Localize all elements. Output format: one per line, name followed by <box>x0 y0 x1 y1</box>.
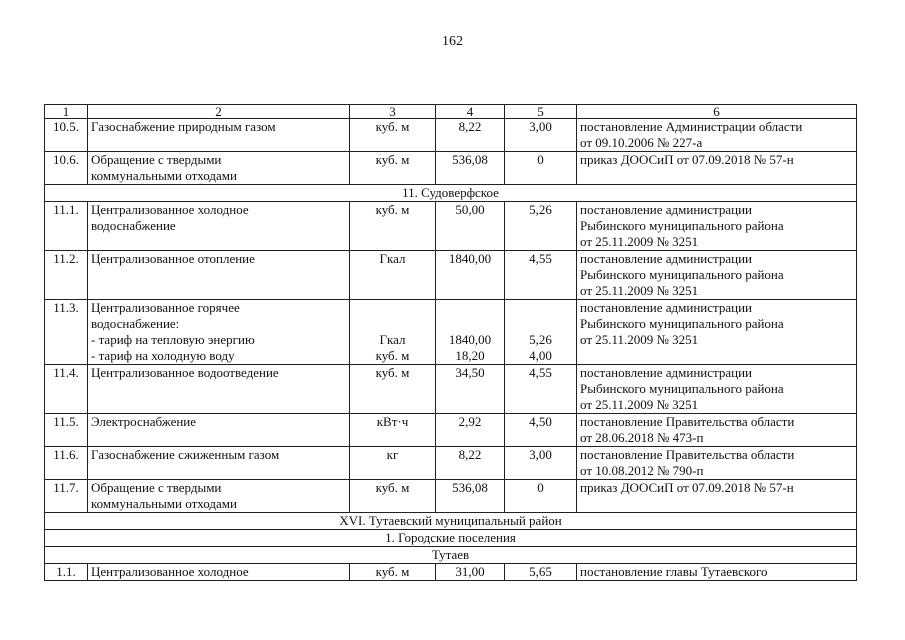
consumption-norm <box>436 564 505 581</box>
service-name-line: Централизованное горячее <box>91 300 240 315</box>
table-row <box>45 300 857 365</box>
tariff-value <box>505 251 577 300</box>
consumption-norm-line: 1840,00 <box>448 332 492 347</box>
unit-of-measure <box>350 564 436 581</box>
tariff-value-line: 5,26 <box>529 332 552 347</box>
legal-basis-line: Рыбинского муниципального района <box>580 381 784 396</box>
consumption-norm-line: 8,22 <box>458 447 482 462</box>
section-row <box>45 185 857 202</box>
legal-basis-line: Рыбинского муниципального района <box>580 218 784 233</box>
tariff-value-line: 4,00 <box>529 348 552 363</box>
consumption-norm <box>436 202 505 251</box>
unit-of-measure-line: Гкал <box>379 251 406 266</box>
service-name <box>88 365 350 414</box>
service-name-line: коммунальными отходами <box>91 168 237 183</box>
table-row <box>45 202 857 251</box>
unit-of-measure <box>350 152 436 185</box>
consumption-norm-line: 31,00 <box>455 564 485 579</box>
legal-basis-line: от 25.11.2009 № 3251 <box>580 397 699 412</box>
column-number: 2 <box>88 105 350 119</box>
unit-of-measure-line: куб. м <box>375 564 410 579</box>
legal-basis-line: от 09.10.2006 № 227-а <box>580 135 703 150</box>
unit-of-measure-line: куб. м <box>375 480 410 495</box>
tariff-value-line: 5,26 <box>529 202 552 217</box>
section-row <box>45 530 857 547</box>
tariff-value <box>505 202 577 251</box>
service-name-line: Централизованное холодное <box>91 564 249 579</box>
unit-of-measure <box>350 119 436 152</box>
tariff-value <box>505 447 577 480</box>
consumption-norm <box>436 365 505 414</box>
consumption-norm-line: 536,08 <box>452 480 488 495</box>
tariff-value <box>505 152 577 185</box>
service-name-line: коммунальными отходами <box>91 496 237 511</box>
service-name-line: водоснабжение <box>91 218 176 233</box>
tariff-table-body <box>45 105 857 581</box>
column-number: 6 <box>577 105 857 119</box>
consumption-norm <box>436 447 505 480</box>
unit-of-measure <box>350 202 436 251</box>
service-name-line: Газоснабжение природным газом <box>91 119 276 134</box>
service-name-line: Централизованное отопление <box>91 251 255 266</box>
service-name <box>88 152 350 185</box>
legal-basis-line: постановление администрации <box>580 202 753 217</box>
consumption-norm-line: 536,08 <box>452 152 488 167</box>
unit-of-measure-line: куб. м <box>375 202 410 217</box>
consumption-norm-line: 50,00 <box>455 202 485 217</box>
legal-basis <box>577 152 857 185</box>
tariff-value-line: 4,50 <box>529 414 552 429</box>
unit-of-measure <box>350 300 436 365</box>
tariff-value-line: 3,00 <box>529 447 552 462</box>
service-name <box>88 564 350 581</box>
legal-basis <box>577 365 857 414</box>
consumption-norm <box>436 152 505 185</box>
tariff-value-line: 4,55 <box>529 251 552 266</box>
consumption-norm-line: 34,50 <box>455 365 485 380</box>
unit-of-measure <box>350 414 436 447</box>
table-row <box>45 152 857 185</box>
unit-of-measure-line: куб. м <box>375 348 410 363</box>
consumption-norm <box>436 300 505 365</box>
item-number: 11.5. <box>45 414 88 447</box>
legal-basis <box>577 447 857 480</box>
item-number: 1.1. <box>45 564 88 581</box>
tariff-value-line <box>508 300 573 316</box>
consumption-norm-line: 1840,00 <box>448 251 492 266</box>
table-row <box>45 480 857 513</box>
item-number: 11.1. <box>45 202 88 251</box>
consumption-norm-line: 18,20 <box>455 348 485 363</box>
service-name-line: Электроснабжение <box>91 414 197 429</box>
service-name-line: - тариф на холодную воду <box>91 348 235 363</box>
legal-basis-line: от 25.11.2009 № 3251 <box>580 332 699 347</box>
legal-basis <box>577 202 857 251</box>
legal-basis-line: постановление главы Тутаевского <box>580 564 768 579</box>
service-name <box>88 447 350 480</box>
item-number: 10.5. <box>45 119 88 152</box>
legal-basis-line: от 25.11.2009 № 3251 <box>580 283 699 298</box>
service-name-line: Централизованное водоотведение <box>91 365 279 380</box>
table-row <box>45 365 857 414</box>
tariff-value-line: 0 <box>537 152 544 167</box>
section-row <box>45 547 857 564</box>
column-number: 5 <box>505 105 577 119</box>
legal-basis-line: Рыбинского муниципального района <box>580 267 784 282</box>
unit-of-measure <box>350 251 436 300</box>
table-row <box>45 414 857 447</box>
unit-of-measure <box>350 365 436 414</box>
column-number: 4 <box>436 105 505 119</box>
legal-basis <box>577 251 857 300</box>
consumption-norm-line: 8,22 <box>458 119 482 134</box>
unit-of-measure <box>350 447 436 480</box>
tariff-value-line: 3,00 <box>529 119 552 134</box>
service-name <box>88 480 350 513</box>
service-name-line: Централизованное холодное <box>91 202 249 217</box>
consumption-norm <box>436 414 505 447</box>
unit-of-measure-line: куб. м <box>375 365 410 380</box>
tariff-value <box>505 365 577 414</box>
service-name <box>88 119 350 152</box>
unit-of-measure-line: куб. м <box>375 119 410 134</box>
tariff-table <box>44 104 857 581</box>
section-title: 11. Судоверфское <box>45 185 857 202</box>
tariff-value-line: 4,55 <box>529 365 552 380</box>
unit-of-measure <box>350 480 436 513</box>
legal-basis-line: постановление администрации <box>580 251 753 266</box>
legal-basis-line: от 28.06.2018 № 473-п <box>580 430 704 445</box>
service-name-line: водоснабжение: <box>91 316 180 331</box>
service-name <box>88 202 350 251</box>
column-number: 1 <box>45 105 88 119</box>
legal-basis-line: постановление администрации <box>580 300 753 315</box>
legal-basis <box>577 300 857 365</box>
table-row <box>45 251 857 300</box>
consumption-norm-line <box>439 300 501 316</box>
service-name <box>88 251 350 300</box>
item-number: 11.4. <box>45 365 88 414</box>
legal-basis-line: приказ ДООСиП от 07.09.2018 № 57-н <box>580 152 794 167</box>
tariff-value-line <box>508 316 573 332</box>
page-number: 162 <box>442 34 463 49</box>
table-row <box>45 119 857 152</box>
table-row <box>45 447 857 480</box>
item-number: 11.6. <box>45 447 88 480</box>
tariff-value <box>505 119 577 152</box>
consumption-norm <box>436 119 505 152</box>
consumption-norm <box>436 480 505 513</box>
service-name <box>88 300 350 365</box>
legal-basis-line: постановление Правительства области <box>580 447 795 462</box>
legal-basis <box>577 480 857 513</box>
unit-of-measure-line: кВт·ч <box>376 414 409 429</box>
tariff-value <box>505 564 577 581</box>
legal-basis-line: от 10.08.2012 № 790-п <box>580 463 704 478</box>
tariff-value-line: 5,65 <box>529 564 552 579</box>
table-row <box>45 564 857 581</box>
legal-basis <box>577 564 857 581</box>
tariff-value <box>505 480 577 513</box>
consumption-norm <box>436 251 505 300</box>
consumption-norm-line: 2,92 <box>458 414 482 429</box>
legal-basis-line: постановление Администрации области <box>580 119 803 134</box>
service-name <box>88 414 350 447</box>
legal-basis-line: от 25.11.2009 № 3251 <box>580 234 699 249</box>
tariff-value <box>505 300 577 365</box>
service-name-line: Обращение с твердыми <box>91 480 222 495</box>
section-title: 1. Городские поселения <box>45 530 857 547</box>
unit-of-measure-line: куб. м <box>375 152 410 167</box>
section-row <box>45 513 857 530</box>
legal-basis-line: постановление Правительства области <box>580 414 795 429</box>
unit-of-measure-line: Гкал <box>379 332 406 347</box>
service-name-line: - тариф на тепловую энергию <box>91 332 255 347</box>
service-name-line: Газоснабжение сжиженным газом <box>91 447 280 462</box>
legal-basis-line: Рыбинского муниципального района <box>580 316 784 331</box>
legal-basis-line: постановление администрации <box>580 365 753 380</box>
legal-basis <box>577 119 857 152</box>
service-name-line: Обращение с твердыми <box>91 152 222 167</box>
section-title: XVI. Тутаевский муниципальный район <box>45 513 857 530</box>
column-number: 3 <box>350 105 436 119</box>
consumption-norm-line <box>439 316 501 332</box>
unit-of-measure-line <box>353 316 432 332</box>
item-number: 11.7. <box>45 480 88 513</box>
item-number: 11.3. <box>45 300 88 365</box>
unit-of-measure-line: кг <box>386 447 399 462</box>
section-title: Тутаев <box>45 547 857 564</box>
tariff-value-line: 0 <box>537 480 544 495</box>
item-number: 11.2. <box>45 251 88 300</box>
unit-of-measure-line <box>353 300 432 316</box>
legal-basis <box>577 414 857 447</box>
column-number-row <box>45 105 857 119</box>
tariff-value <box>505 414 577 447</box>
legal-basis-line: приказ ДООСиП от 07.09.2018 № 57-н <box>580 480 794 495</box>
item-number: 10.6. <box>45 152 88 185</box>
